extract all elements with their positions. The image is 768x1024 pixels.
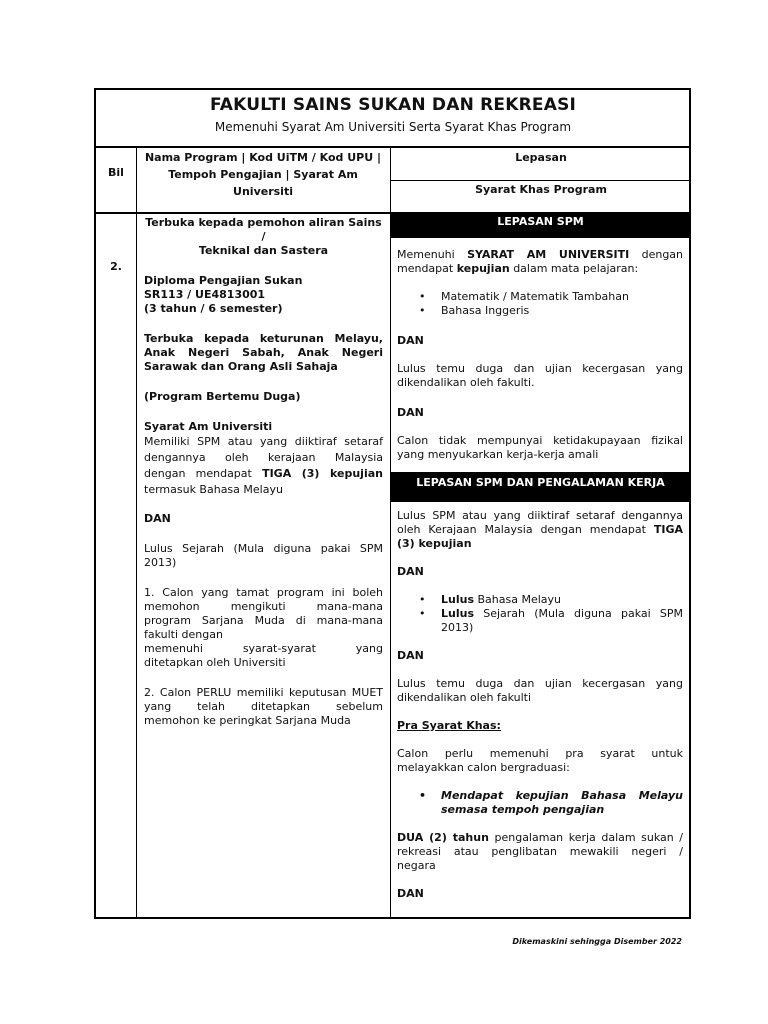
last-updated-note: Dikemaskini sehingga Disember 2022 xyxy=(512,937,682,946)
faculty-title: FAKULTI SAINS SUKAN DAN REKREASI xyxy=(209,95,577,115)
requirements-spm-experience: Lulus SPM atau yang diiktiraf setaraf dengannya oleh Kerajaan Malaysia dengan mendapat TIGA (3) kepujian DAN • Lulus Bahasa Melayu • Lulus Sejarah (Mula diguna pakai SPM 2013) DAN Lulus temu duga dan ujian kecergasan yang dikendalikan oleh fakulti Pra Syarat Khas: Calon perlu memenuhi pra syarat untuk melayakkan calon bergraduasi: • Mendapat kepujian Bahasa Melayu semasa tempoh pengajian DUA (2) tahun pengalaman kerja dalam sukan / rekreasi atau penglibatan mewakili negeri / negara DAN xyxy=(397,509,683,900)
lepasan-divider xyxy=(390,180,690,181)
bullet-item: • Lulus Sejarah (Mula diguna pakai SPM xyxy=(419,607,683,620)
bullet-item: • Matematik / Matematik Tambahan xyxy=(419,290,629,303)
syarat-am-title: Syarat Am Universiti xyxy=(144,420,273,433)
col-bil: Bil xyxy=(108,166,124,179)
interview-note: (Program Bertemu Duga) xyxy=(144,390,301,403)
col-lepasan: Lepasan xyxy=(515,151,567,164)
faculty-subtitle: Memenuhi Syarat Am Universiti Serta Syarat Khas Program xyxy=(214,120,572,134)
program-name: Diploma Pengajian Sukan xyxy=(144,274,303,287)
program-cell: Terbuka kepada pemohon aliran Sains / Teknikal dan Sastera Diploma Pengajian Sukan SR113 / UE4813001 (3 tahun / 6 semester) Terbuka kepada keturunan Melayu, Anak Negeri Sabah, Anak Negeri Sarawak dan Orang Asli Sahaja (Program Bertemu Duga) Syarat Am Universiti Memiliki SPM atau yang diiktiraf setaraf dengannya oleh kerajaan Malaysia dengan mendapat TIGA (3) kepujian termasuk Bahasa Melayu DAN Lulus Sejarah (Mula diguna pakai SPM 2013) 1. Calon yang tamat program ini boleh memohon mengikuti mana-mana program Sarjana Muda di mana-mana fakulti dengan memenuhi syarat-syarat yang ditetapkan oleh Universiti 2. Calon PERLU memiliki keputusan MUET yang telah ditetapkan sebelum memohon ke peringkat Sarjana Muda xyxy=(144,216,383,727)
band-spm-pengalaman: LEPASAN SPM DAN PENGALAMAN KERJA xyxy=(391,472,690,502)
col-program: Nama Program | Kod UiTM / Kod UPU | Tempoh Pengajian | Syarat Am Universiti xyxy=(144,151,382,198)
requirements-spm: Memenuhi SYARAT AM UNIVERSITI dengan mendapat kepujian dalam mata pelajaran: • Matematik / Matematik Tambahan • Bahasa Inggeris DAN Lulus temu duga dan ujian kecergasan yang dikendalikan oleh fakulti. DAN Calon tidak mempunyai ketidakupayaan fizikal yang menyukarkan kerja-kerja amali xyxy=(397,248,684,461)
row-number: 2. xyxy=(110,260,122,273)
left-dan: DAN xyxy=(144,512,171,525)
band-lepasan-spm: LEPASAN SPM xyxy=(391,212,690,238)
col-syarat-khas: Syarat Khas Program xyxy=(475,183,607,196)
pra-syarat-title: Pra Syarat Khas: xyxy=(397,719,501,732)
header-divider xyxy=(94,146,691,148)
program-codes: SR113 / UE4813001 xyxy=(144,288,266,301)
middle-column-line xyxy=(390,147,391,918)
bil-column-line xyxy=(136,147,137,918)
bullet-item: • Lulus Bahasa Melayu xyxy=(419,593,562,606)
bullet-item: • Mendapat kepujian Bahasa Melayu xyxy=(419,789,683,802)
bullet-item: • Bahasa Inggeris xyxy=(419,304,530,317)
program-duration: (3 tahun / 6 semester) xyxy=(144,302,283,315)
